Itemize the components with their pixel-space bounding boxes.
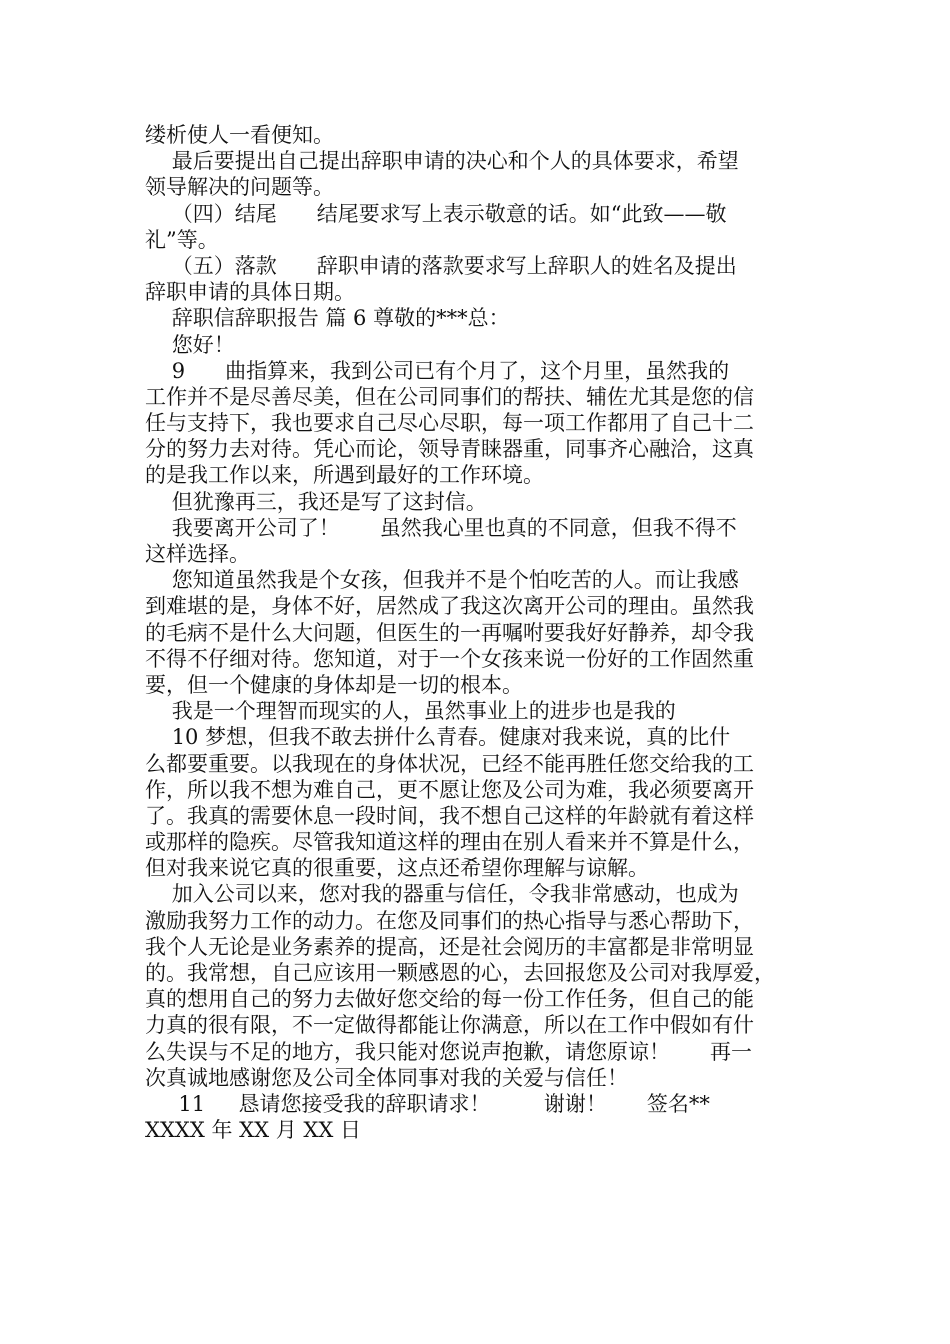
- text-line: XXXX 年 XX 月 XX 日: [145, 1118, 361, 1143]
- text-line: 这样选择。: [145, 542, 250, 566]
- text-line: 辞职信辞职报告 篇 6 尊敬的***总：: [145, 306, 510, 331]
- text-line: 9 曲指算来，我到公司已有个月了，这个月里，虽然我的: [145, 358, 730, 383]
- text-line: 了。我真的需要休息一段时间，我不想自己这样的年龄就有着这样: [145, 803, 754, 828]
- text-line: 加入公司以来，您对我的器重与信任，令我非常感动，也成为: [145, 882, 739, 907]
- text-line: 要，但一个健康的身体却是一切的根本。: [145, 672, 523, 697]
- text-line: 礼”等。: [145, 227, 219, 252]
- text-line: 缕析使人一看便知。: [145, 123, 334, 147]
- text-line: 我要离开公司了！ 虽然我心里也真的不同意，但我不得不: [145, 515, 737, 540]
- text-line: 工作并不是尽善尽美，但在公司同事们的帮扶、辅佐尤其是您的信: [145, 384, 754, 409]
- text-line: 10 梦想，但我不敢去拼什么青春。健康对我来说，真的比什: [145, 725, 731, 750]
- text-line: 但犹豫再三，我还是写了这封信。: [145, 489, 487, 514]
- text-line: 最后要提出自己提出辞职申请的决心和个人的具体要求，希望: [145, 149, 739, 174]
- document-body: [145, 122, 807, 1143]
- text-line: 或那样的隐疾。尽管我知道这样的理由在别人看来并不算是什么，: [145, 830, 754, 855]
- text-line: 我个人无论是业务素养的提高，还是社会阅历的丰富都是非常明显: [145, 934, 754, 959]
- text-line: 不得不仔细对待。您知道，对于一个女孩来说一份好的工作固然重: [145, 646, 754, 671]
- text-line: 您知道虽然我是个女孩，但我并不是个怕吃苦的人。而让我感: [145, 568, 739, 593]
- text-line: 的是我工作以来，所遇到最好的工作环境。: [145, 463, 544, 488]
- text-line: 辞职申请的具体日期。: [145, 280, 355, 305]
- text-line: 的毛病不是什么大问题，但医生的一再嘱咐要我好好静养，却令我: [145, 620, 754, 645]
- text-line: 么失误与不足的地方，我只能对您说声抱歉，请您原谅！ 再一: [145, 1039, 753, 1064]
- text-line: 次真诚地感谢您及公司全体同事对我的关爱与信任！: [145, 1065, 628, 1090]
- text-line: 到难堪的是，身体不好，居然成了我这次离开公司的理由。虽然我: [145, 594, 754, 619]
- text-line: （五）落款 辞职申请的落款要求写上辞职人的姓名及提出: [145, 253, 737, 278]
- text-line: 真的想用自己的努力去做好您交给的每一份工作任务，但自己的能: [145, 987, 754, 1012]
- text-line: 但对我来说它真的很重要，这点还希望你理解与谅解。: [145, 856, 649, 881]
- text-line: 的。我常想，自己应该用一颗感恩的心，去回报您及公司对我厚爱，: [145, 961, 775, 985]
- text-line: 任与支持下，我也要求自己尽心尽职，每一项工作都用了自己十二: [145, 411, 754, 436]
- text-line: 力真的很有限，不一定做得都能让你满意，所以在工作中假如有什: [145, 1013, 754, 1038]
- text-line: 我是一个理智而现实的人，虽然事业上的进步也是我的: [145, 699, 676, 724]
- text-line: （四）结尾 结尾要求写上表示敬意的话。如“此致——敬: [145, 201, 727, 226]
- text-line: 么都要重要。以我现在的身体状况，已经不能再胜任您交给我的工: [145, 751, 754, 776]
- text-line: 您好！: [145, 332, 235, 357]
- text-line: 作，所以我不想为难自己，更不愿让您及公司为难，我必须要离开: [145, 777, 754, 802]
- text-line: 激励我努力工作的动力。在您及同事们的热心指导与悉心帮助下，: [145, 908, 754, 933]
- text-line: 分的努力去对待。凭心而论，领导青睐器重，同事齐心融洽，这真: [145, 437, 754, 462]
- text-line: 领导解决的问题等。: [145, 175, 334, 200]
- text-line: 11 恳请您接受我的辞职请求！ 谢谢！ 签名**: [145, 1091, 710, 1116]
